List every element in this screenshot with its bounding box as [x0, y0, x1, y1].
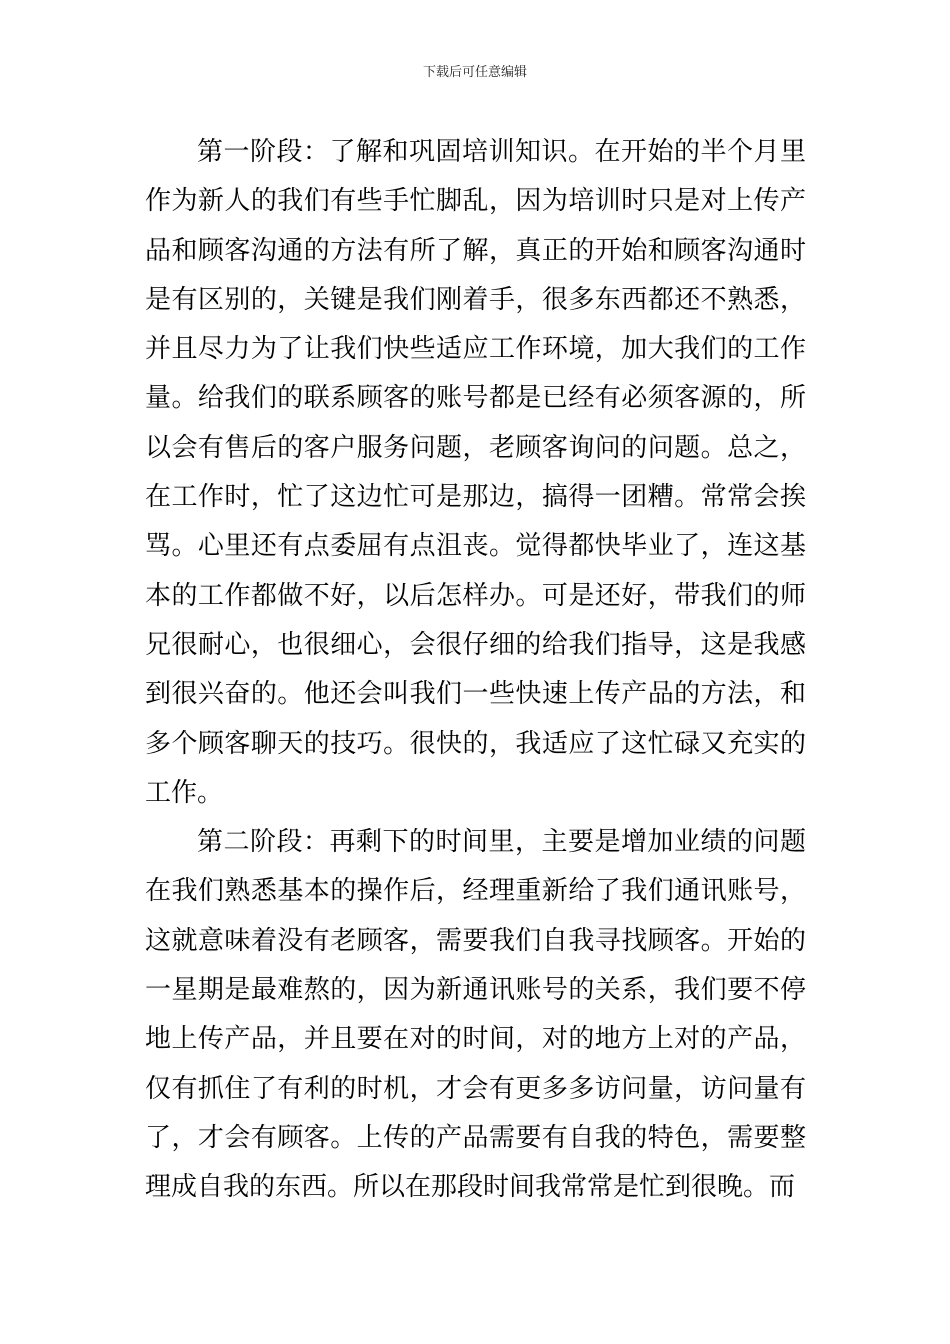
- paragraph-stage-two: 第二阶段：再剩下的时间里，主要是增加业绩的问题在我们熟悉基本的操作后，经理重新给了我们通讯账号，这就意味着没有老顾客，需要我们自我寻找顾客。开始的一星期是最难熬的，因为新通讯账号的关系，我们要不停地上传产品，并且要在对的时间，对的地方上对的产品，仅有抓住了有利的时机，才会有更多多访问量，访问量有了，才会有顾客。上传的产品需要有自我的特色，需要整理成自我的东西。所以在那段时间我常常是忙到很晚。而: [145, 827, 806, 1203]
- paragraph-stage-one: 第一阶段：了解和巩固培训知识。在开始的半个月里作为新人的我们有些手忙脚乱，因为培训时只是对上传产品和顾客沟通的方法有所了解，真正的开始和顾客沟通时是有区别的，关键是我们刚着手，很多东西都还不熟悉，并且尽力为了让我们快些适应工作环境，加大我们的工作量。给我们的联系顾客的账号都是已经有必须客源的，所以会有售后的客户服务问题，老顾客询问的问题。总之，在工作时，忙了这边忙可是那边，搞得一团糟。常常会挨骂。心里还有点委屈有点沮丧。觉得都快毕业了，连这基本的工作都做不好，以后怎样办。可是还好，带我们的师兄很耐心，也很细心，会很仔细的给我们指导，这是我感到很兴奋的。他还会叫我们一些快速上传产品的方法，和多个顾客聊天的技巧。很快的，我适应了这忙碌又充实的工作。: [145, 137, 806, 808]
- document-body: [145, 128, 806, 1213]
- page-header: 下载后可任意编辑: [422, 65, 527, 80]
